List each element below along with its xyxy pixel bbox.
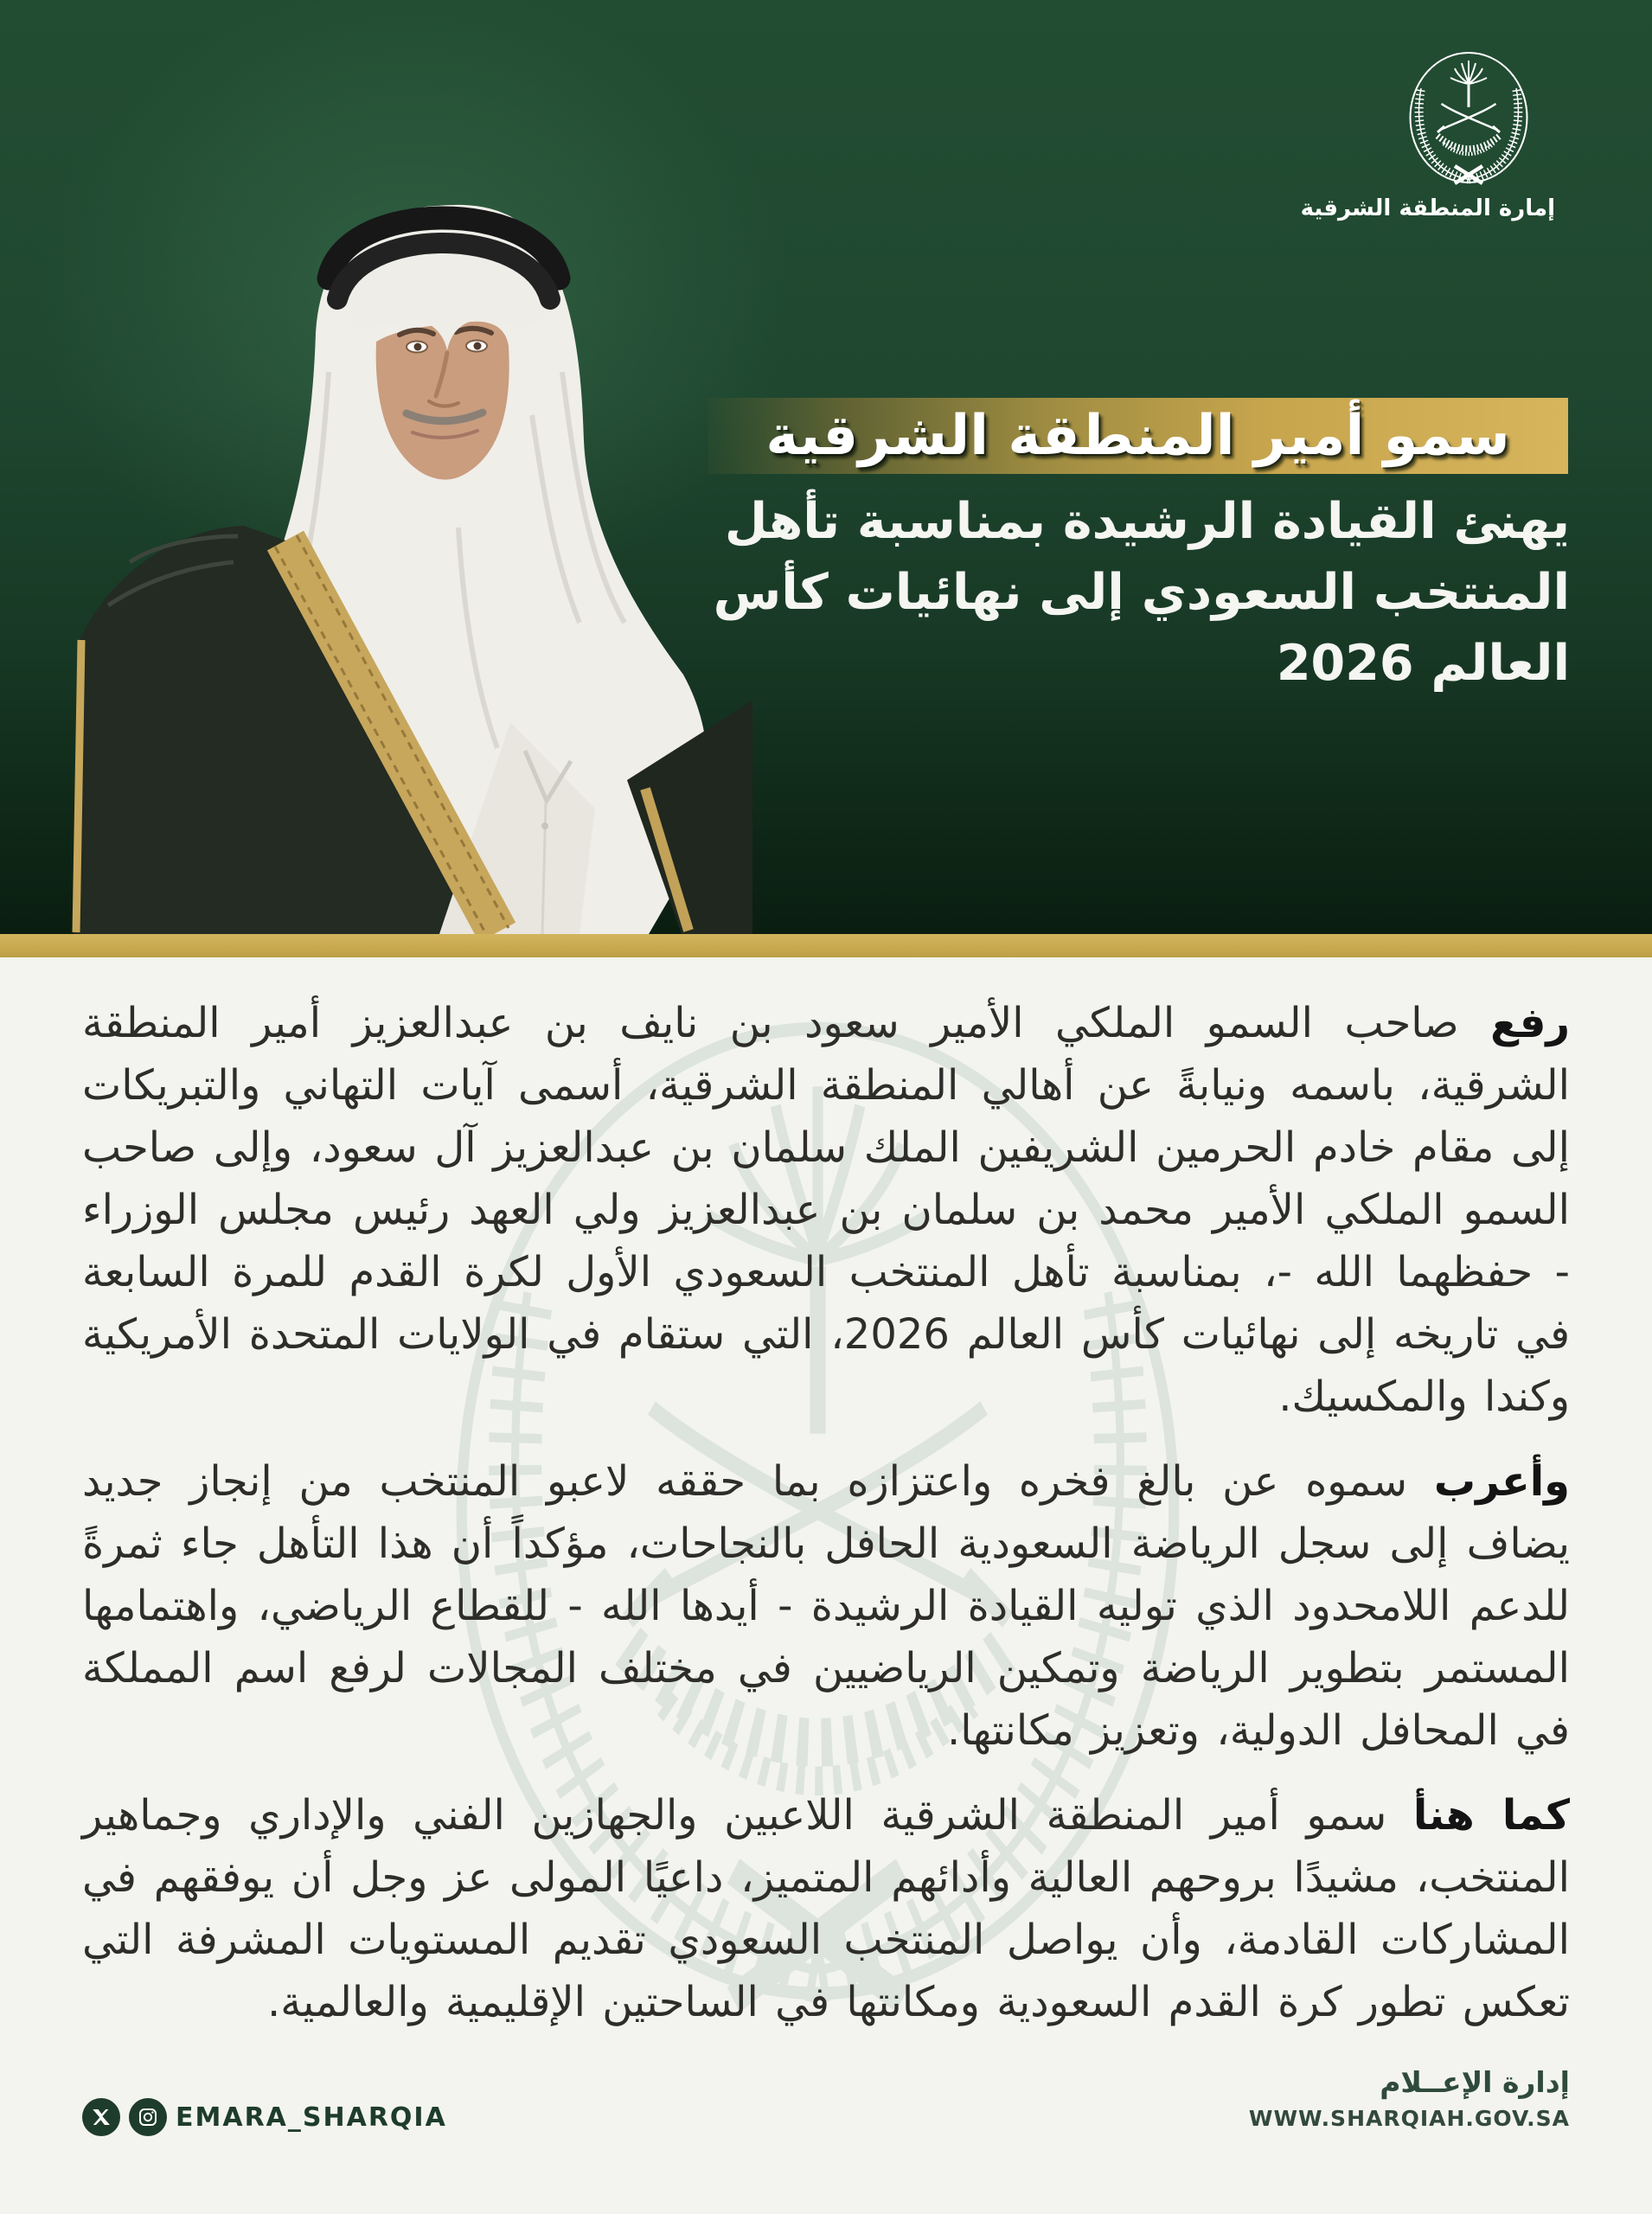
subtitle-line-3: العالم 2026 [1276, 635, 1570, 692]
social-handle[interactable]: EMARA_SHARQIA [176, 2102, 447, 2133]
instagram-icon[interactable] [129, 2098, 167, 2136]
emirate-logo [1300, 48, 1555, 221]
paragraph-1-body: صاحب السمو الملكي الأمير سعود بن نايف بن عبدالعزيز أمير المنطقة الشرقية، باسمه ونيابةً عن أهالي المنطقة الشرقية، أسمى آيات التهاني والتبريكات إلى مقام خادم الحرمين الشريفين الملك سلمان بن عبدالعزيز آل سعود، وإلى صاحب السمو الملكي الأمير محمد بن سلمان بن عبدالعزيز ولي العهد رئيس مجلس الوزراء - حفظهما الله -، بمناسبة تأهل المنتخب السعودي الأول لكرة القدم للمرة السابعة في تاريخه إلى نهائيات كأس العالم 2026، التي ستقام في الولايات المتحدة الأمريكية وكندا والمكسيك. [82, 999, 1571, 1421]
headline-banner [708, 398, 1568, 474]
paragraph-3 [82, 1784, 1570, 2033]
logo-caption: إمارة المنطقة الشرقية [1300, 195, 1555, 221]
paragraph-2-body: سموه عن بالغ فخره واعتزازه بما حققه لاعبو المنتخب من إنجاز جديد يضاف إلى سجل الرياضة السعودية الحافل بالنجاحات، مؤكداً أن هذا التأهل جاء ثمرةً للدعم اللامحدود الذي توليه القيادة الرشيدة - أيدها الله - للقطاع الرياضي، واهتمامها المستمر بتطوير الرياضة وتمكين الرياضيين في مختلف المجالات لرفع اسم المملكة في المحافل الدولية، وتعزيز مكانتها. [82, 1457, 1570, 1755]
media-department-label: إدارة الإعــلام [1380, 2065, 1570, 2099]
hero-section [0, 0, 1652, 934]
hero-subtitle [688, 486, 1570, 699]
social-media-block [82, 2096, 451, 2138]
body-section [0, 957, 1652, 2214]
subtitle-line-2: المنتخب السعودي إلى نهائيات كأس [713, 564, 1570, 621]
paragraph-1 [82, 992, 1570, 1428]
paragraph-2 [82, 1450, 1570, 1762]
paragraph-3-lead: كما هنأ [1412, 1791, 1571, 1840]
paragraph-3-body: سمو أمير المنطقة الشرقية اللاعبين والجهازين الفني والإداري وجماهير المنتخب، مشيدًا بروحهم العالية وأدائهم المتميز، داعيًا المولى عز وجل أن يوفقهم في المشاركات القادمة، وأن يواصل المنتخب السعودي تقديم المستويات المشرفة التي تعكس تطور كرة القدم السعودية ومكانتها في الساحتين الإقليمية والعالمية. [82, 1791, 1570, 2026]
x-icon[interactable] [82, 2098, 120, 2136]
subtitle-line-1: يهنئ القيادة الرشيدة بمناسبة تأهل [724, 493, 1570, 550]
website-link[interactable]: WWW.SHARQIAH.GOV.SA [1248, 2106, 1570, 2131]
footer-info [1249, 2065, 1570, 2131]
page-title: سمو أمير المنطقة الشرقية [765, 404, 1510, 468]
gold-divider [0, 934, 1652, 957]
paragraph-2-lead: وأعرب [1433, 1457, 1571, 1506]
paragraph-1-lead: رفع [1490, 999, 1571, 1047]
article-text [82, 992, 1570, 2056]
prince-portrait-illustration [26, 156, 752, 934]
moi-emblem-icon [1404, 48, 1534, 187]
